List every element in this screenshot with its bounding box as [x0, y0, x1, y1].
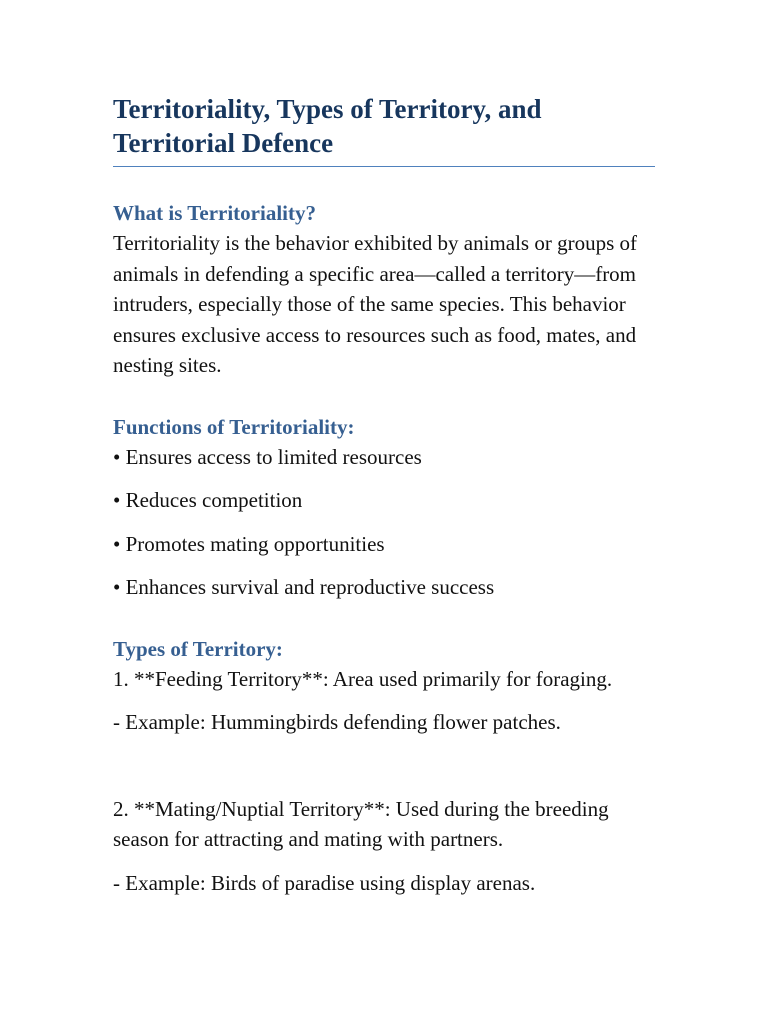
territory-type-item	[113, 664, 655, 738]
section-types-of-territory	[113, 634, 655, 899]
territory-type-item	[113, 794, 655, 899]
section-heading: Functions of Territoriality:	[113, 414, 355, 439]
section-functions	[113, 412, 655, 603]
territory-type-example: - Example: Birds of paradise using display arenas.	[113, 870, 536, 895]
bullet-item: • Enhances survival and reproductive success	[113, 575, 495, 599]
section-heading: Types of Territory:	[113, 636, 283, 661]
bullet-item: • Promotes mating opportunities	[113, 531, 385, 556]
bullet-list	[113, 442, 655, 603]
section-heading: What is Territoriality?	[113, 201, 316, 225]
territory-type-description: 1. **Feeding Territory**: Area used primarily for foraging.	[113, 666, 613, 691]
bullet-item: • Reduces competition	[113, 488, 303, 512]
section-what-is-territoriality	[113, 198, 655, 381]
section-body: Territoriality is the behavior exhibited by animals or groups of animals in defending a specific area—called a territory—from intruders, especially those of the same species. This behavior ensures exclusive access to resources such as food, mates, and nesting sites.	[113, 231, 637, 377]
territory-type-example: - Example: Hummingbirds defending flower patches.	[113, 710, 561, 734]
bullet-item: • Ensures access to limited resources	[113, 444, 422, 469]
territory-type-description: 2. **Mating/Nuptial Territory**: Used during the breeding season for attracting and mating with partners.	[113, 796, 609, 851]
document-title: Territoriality, Types of Territory, and Territorial Defence	[113, 92, 655, 167]
